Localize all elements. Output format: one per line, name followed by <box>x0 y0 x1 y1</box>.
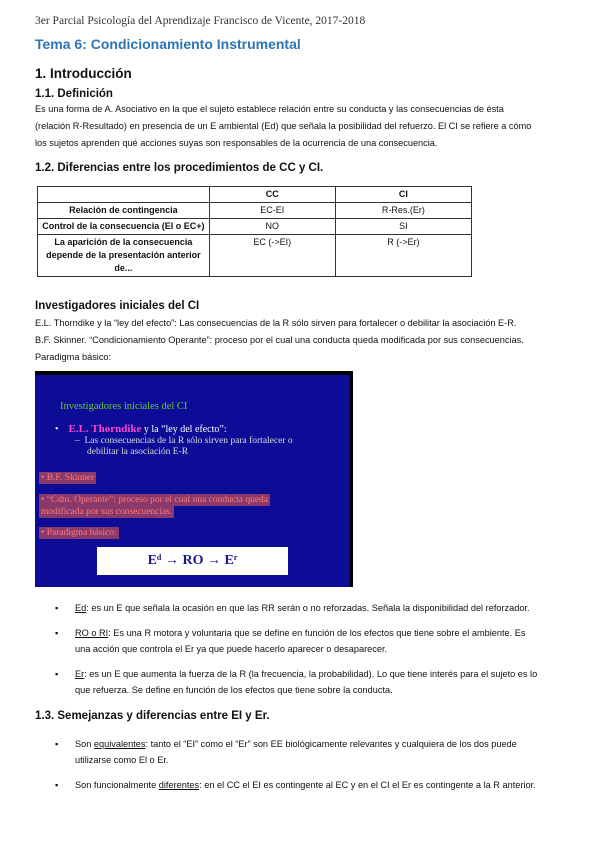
ci-cell: R (->Er) <box>335 235 471 277</box>
list-item <box>55 736 590 768</box>
slide-operant-line: • “Cdto. Operante”: proceso por el cual una conducta queda <box>41 495 269 505</box>
slide-operant-line: modificada por sus consecuencias. <box>41 507 173 517</box>
investigators-paragraph <box>35 315 583 366</box>
similarities-list <box>55 736 590 793</box>
cc-cell: EC-EI <box>209 203 335 219</box>
investigators-line: E.L. Thorndike y la “ley del efecto”: Las consecuencias de la R sólo sirven para fortalecer o debilitar la asociación E-R. <box>35 318 517 328</box>
slide-bullet-dot: • <box>55 424 69 435</box>
comparison-table <box>37 186 472 277</box>
table-header-empty <box>38 187 210 203</box>
definition-paragraph <box>35 101 583 152</box>
slide-law-text: y la “ley del efecto”: <box>141 424 227 435</box>
document-title: Tema 6: Condicionamiento Instrumental <box>35 36 301 52</box>
intro-heading: 1. Introducción <box>35 66 132 81</box>
term-text: : es un E que señala la ocasión en que las RR serán o no reforzadas. Señala la disponibilidad del reforzador. <box>86 603 530 613</box>
list-item <box>55 600 590 616</box>
slide-subpoint <box>75 436 293 458</box>
term-name: RO o RI <box>75 628 109 638</box>
list-item <box>55 625 590 657</box>
bullet-icon: ▪ <box>55 603 59 613</box>
term-text-continued: que refuerza. Se define en función de los efectos que tiene sobre la conducta. <box>75 685 393 695</box>
item-prefix: Son <box>75 739 94 749</box>
table-header-row <box>38 187 472 203</box>
term-text: : es un E que aumenta la fuerza de la R (la frecuencia, la probabilidad). Lo que tiene interés para el sujeto es lo <box>84 669 538 679</box>
term-name: diferentes <box>158 780 200 790</box>
slide-paradigm: • Paradigma básico: <box>41 528 117 538</box>
table-header-ci: CI <box>335 187 471 203</box>
definition-line: los sujetos aprenden qué acciones suyas son responsables de la ocurrencia de una consecuencia. <box>35 138 438 148</box>
cc-cell: EC (->EI) <box>209 235 335 277</box>
similarities-heading: 1.3. Semejanzas y diferencias entre EI y Er. <box>35 710 270 722</box>
investigators-line: B.F. Skinner. “Condicionamiento Operante”: proceso por el cual una conducta queda modificada por sus consecuencias. <box>35 335 524 345</box>
slide-formula: Eᵈ → RO → Eʳ <box>97 547 288 575</box>
term-name: Er <box>75 669 85 679</box>
slide-bullet-thorndike <box>55 423 227 435</box>
list-item <box>55 666 590 698</box>
table-row <box>38 235 472 277</box>
table-row <box>38 203 472 219</box>
differences-heading: 1.2. Diferencias entre los procedimientos de CC y CI. <box>35 162 324 174</box>
term-text: : tanto el “EI” como el “Er” son EE biológicamente relevantes y cualquiera de los dos puede <box>145 739 517 749</box>
table-row <box>38 219 472 235</box>
term-text-continued: utilizarse como El o Er. <box>75 755 169 765</box>
term-name: Ed <box>75 603 87 613</box>
slide-subpoint-text: Las consecuencias de la R sólo sirven para fortalecer o <box>84 436 293 446</box>
bullet-icon: ▪ <box>55 780 59 790</box>
slide-subpoint-line: – Las consecuencias de la R sólo sirven para fortalecer o <box>75 436 293 446</box>
bullet-icon: ▪ <box>55 739 59 749</box>
bullet-icon: ▪ <box>55 628 59 638</box>
term-text: : en el CC el EI es contingente al EC y en el CI el Er es contingente a la R anterior. <box>199 780 536 790</box>
cc-cell: NO <box>209 219 335 235</box>
row-label: Control de la consecuencia (EI o EC+) <box>38 219 210 235</box>
investigators-line: Paradigma básico: <box>35 352 112 362</box>
term-text-continued: una acción que controla el Er ya que puede hacerlo aparecer o desaparecer. <box>75 644 388 654</box>
investigators-heading: Investigadores iniciales del CI <box>35 300 200 312</box>
bullet-icon: ▪ <box>55 669 59 679</box>
definition-line: (relación R-Resultado) en presencia de un E ambiental (Ed) que señala la posibilidad del refuerzo. El CI se refiere a cómo <box>35 121 532 131</box>
definition-line: Es una forma de A. Asociativo en la que el sujeto establece relación entre su conducta y las consecuencias de ésta <box>35 104 504 114</box>
slide-thorndike-name: E.L. Thorndike <box>68 423 142 435</box>
ci-cell: SI <box>335 219 471 235</box>
slide-skinner: • B.F. Skinner <box>41 473 95 483</box>
slide-subpoint-line: debilitar la asociación E-R <box>87 447 189 457</box>
term-name: equivalentes <box>93 739 146 749</box>
page-header: 3er Parcial Psicología del Aprendizaje Francisco de Vicente, 2017-2018 <box>35 15 366 27</box>
slide-title: Investigadores iniciales del CI <box>60 401 188 412</box>
list-item <box>55 777 590 793</box>
slide-image <box>35 371 353 587</box>
ci-cell: R-Res.(Er) <box>335 203 471 219</box>
terms-list <box>55 600 590 698</box>
definition-heading: 1.1. Definición <box>35 88 113 100</box>
item-prefix: Son funcionalmente <box>75 780 159 790</box>
row-label: Relación de contingencia <box>38 203 210 219</box>
row-label: La aparición de la consecuencia depende de la presentación anterior de... <box>38 235 210 277</box>
table-header-cc: CC <box>209 187 335 203</box>
term-text: : Es una R motora y voluntaria que se define en función de los efectos que tiene sobre el ambiente. Es <box>108 628 526 638</box>
